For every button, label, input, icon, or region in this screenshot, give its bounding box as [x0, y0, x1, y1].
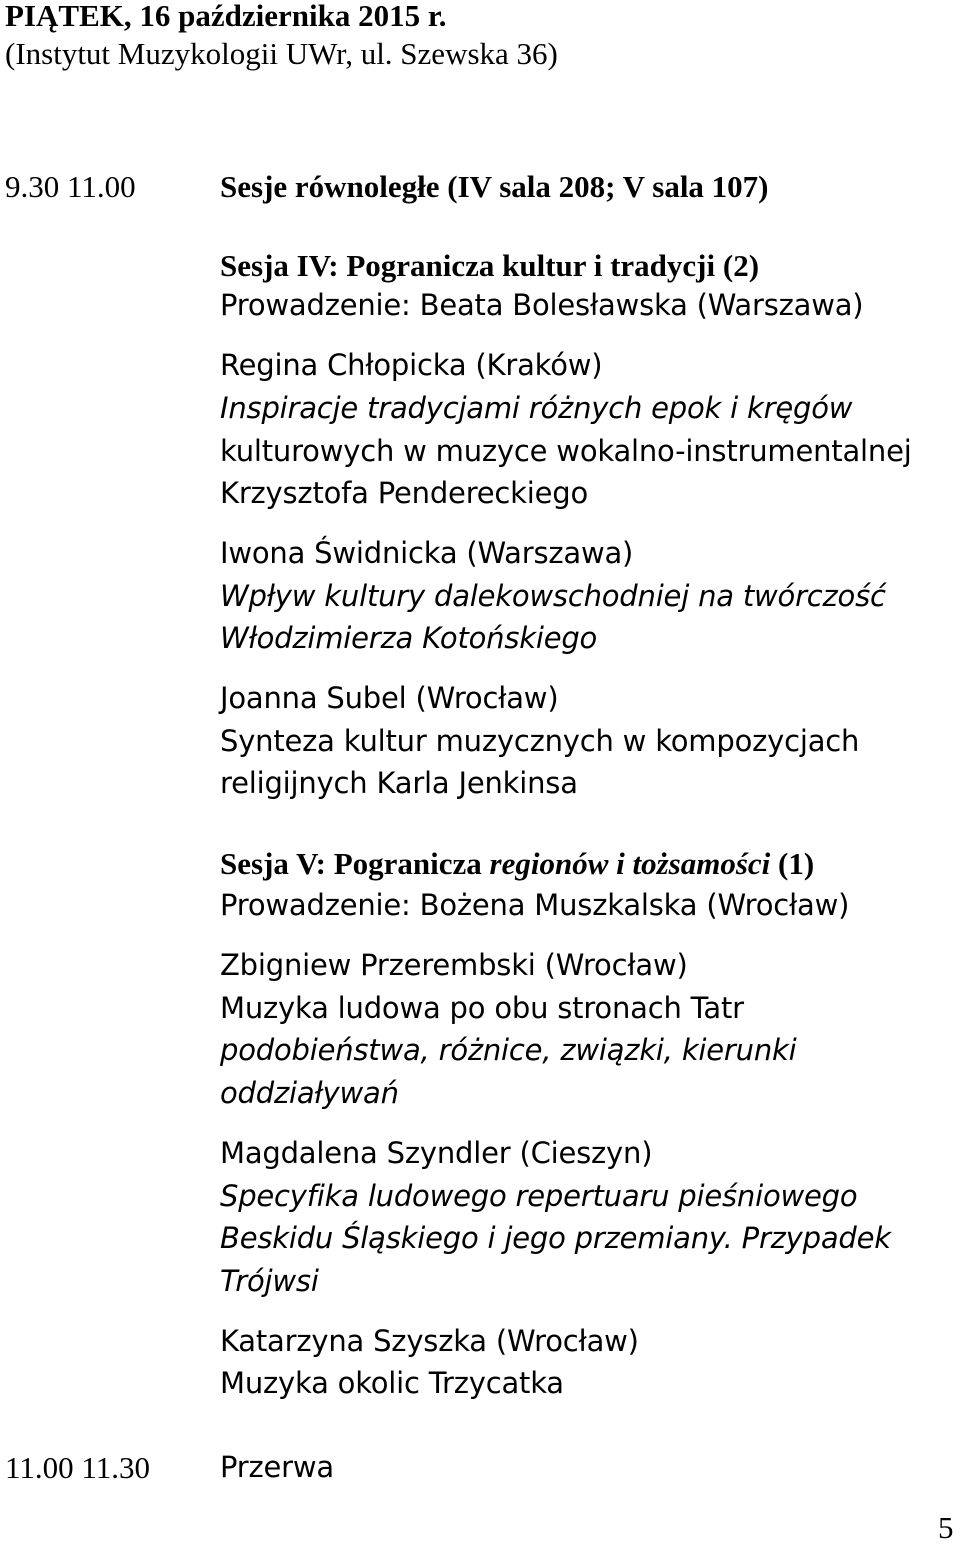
talk-title-line: podobieństwa, różnice, związki, kierunki [220, 1033, 797, 1067]
page-number: 5 [938, 1510, 954, 1545]
time-slot-1: 9.30 11.00 [5, 169, 136, 204]
session-5-chair: Prowadzenie: Bożena Muszkalska (Wrocław) [220, 888, 850, 922]
session-5-title: Sesja V: Pogranicza regionów i tożsamości (1) [220, 846, 815, 881]
talk-title-line: Muzyka ludowa po obu stronach Tatr [220, 991, 744, 1025]
talk-title-line: Beskidu Śląskiego i jego przemiany. Przypadek [220, 1221, 891, 1255]
talk-title-line: Trójwsi [220, 1264, 319, 1298]
talk-title-line: Wpływ kultury dalekowschodniej na twórczość [220, 579, 886, 613]
session-4-chair: Prowadzenie: Beata Bolesławska (Warszawa) [220, 288, 864, 322]
talk-title-line: kulturowych w muzyce wokalno-instrumentalnej [220, 434, 912, 468]
talk-speaker: Regina Chłopicka (Kraków) [220, 348, 603, 382]
talk-title-line: Specyfika ludowego repertuaru pieśniowego [220, 1179, 858, 1213]
talk-title-line: Inspiracje tradycjami różnych epok i kręgów [220, 391, 853, 425]
talk-speaker: Magdalena Szyndler (Cieszyn) [220, 1136, 653, 1170]
talk-title-line: oddziaływań [220, 1076, 399, 1110]
session-4-title: Sesja IV: Pogranicza kultur i tradycji (2) [220, 248, 760, 283]
talk-speaker: Iwona Świdnicka (Warszawa) [220, 536, 634, 570]
talk-title-line: Synteza kultur muzycznych w kompozycjach [220, 724, 860, 758]
break-label: Przerwa [220, 1450, 334, 1484]
talk-title-line: religijnych Karla Jenkinsa [220, 766, 578, 800]
time-slot-2: 11.00 11.30 [5, 1450, 150, 1485]
parallel-sessions-title: Sesje równoległe (IV sala 208; V sala 107) [220, 169, 769, 204]
talk-title-line: Krzysztofa Pendereckiego [220, 476, 589, 510]
date-heading: PIĄTEK, 16 października 2015 r. [5, 0, 447, 33]
talk-speaker: Joanna Subel (Wrocław) [220, 681, 559, 715]
talk-speaker: Zbigniew Przerembski (Wrocław) [220, 948, 688, 982]
talk-title-line: Muzyka okolic Trzycatka [220, 1366, 564, 1400]
talk-speaker: Katarzyna Szyszka (Wrocław) [220, 1324, 639, 1358]
talk-title-line: Włodzimierza Kotońskiego [220, 621, 598, 655]
location-line: (Instytut Muzykologii UWr, ul. Szewska 36) [5, 36, 558, 71]
